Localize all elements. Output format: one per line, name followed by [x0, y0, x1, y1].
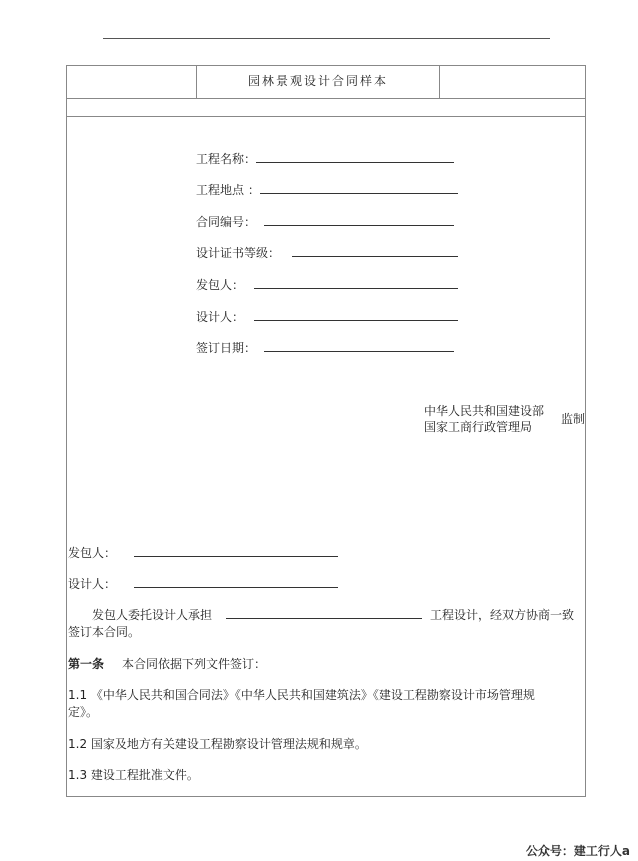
header-rule	[103, 38, 550, 39]
article1-item-1-line2: 定》。	[68, 705, 99, 719]
field-label: 签订日期：	[196, 341, 257, 355]
blank-line	[292, 244, 458, 257]
field-certificate-grade	[196, 244, 458, 261]
field-label: 设计人：	[196, 310, 245, 324]
field-label: 工程名称：	[196, 152, 257, 166]
party-designer	[68, 575, 338, 592]
footer-watermark: 公众号：建工行人a	[525, 844, 630, 858]
issuer-administration: 国家工商行政管理局	[424, 420, 533, 434]
blank-line	[134, 575, 338, 588]
article1-item-2: 1.2 国家及地方有关建设工程勘察设计管理法规和规章。	[68, 737, 367, 751]
issuer-action: 监制	[561, 412, 586, 426]
article1-text: 本合同依据下列文件签订：	[122, 657, 267, 671]
project-blank-line	[226, 606, 422, 619]
article1-heading-line	[68, 655, 266, 672]
blank-line	[134, 544, 338, 557]
field-label: 工程地点 ：	[196, 183, 260, 197]
article1-heading: 第一条	[68, 657, 105, 671]
blank-line	[254, 276, 458, 289]
blank-line	[254, 308, 458, 321]
blank-line	[264, 339, 454, 352]
intro-part2: 工程设计，经双方协商一致	[430, 608, 575, 622]
title-row-divider	[66, 116, 586, 117]
intro-part1: 发包人委托设计人承担	[92, 608, 213, 622]
party-client	[68, 544, 338, 561]
blank-line	[260, 181, 458, 194]
field-designer	[196, 308, 458, 325]
article1-item-3: 1.3 建设工程批准文件。	[68, 768, 199, 782]
field-project-location	[196, 181, 458, 198]
blank-line	[256, 150, 454, 163]
party-label: 设计人：	[68, 577, 117, 591]
field-label: 设计证书等级：	[196, 246, 281, 260]
field-client	[196, 276, 458, 293]
field-signing-date	[196, 339, 454, 356]
party-label: 发包人：	[68, 546, 117, 560]
title-row	[66, 65, 586, 99]
intro-line2: 签订本合同。	[68, 625, 141, 639]
field-label: 发包人：	[196, 278, 245, 292]
article1-item-1-line1: 1.1 《中华人民共和国合同法》《中华人民共和国建筑法》《建设工程勘察设计市场管理规	[68, 688, 535, 702]
field-project-name	[196, 150, 454, 167]
document-title: 园林景观设计合同样本	[196, 65, 440, 98]
blank-line	[264, 213, 454, 226]
issuer-ministry: 中华人民共和国建设部	[424, 404, 545, 418]
field-label: 合同编号：	[196, 215, 257, 229]
intro-line1	[92, 606, 574, 623]
field-contract-number	[196, 213, 454, 230]
